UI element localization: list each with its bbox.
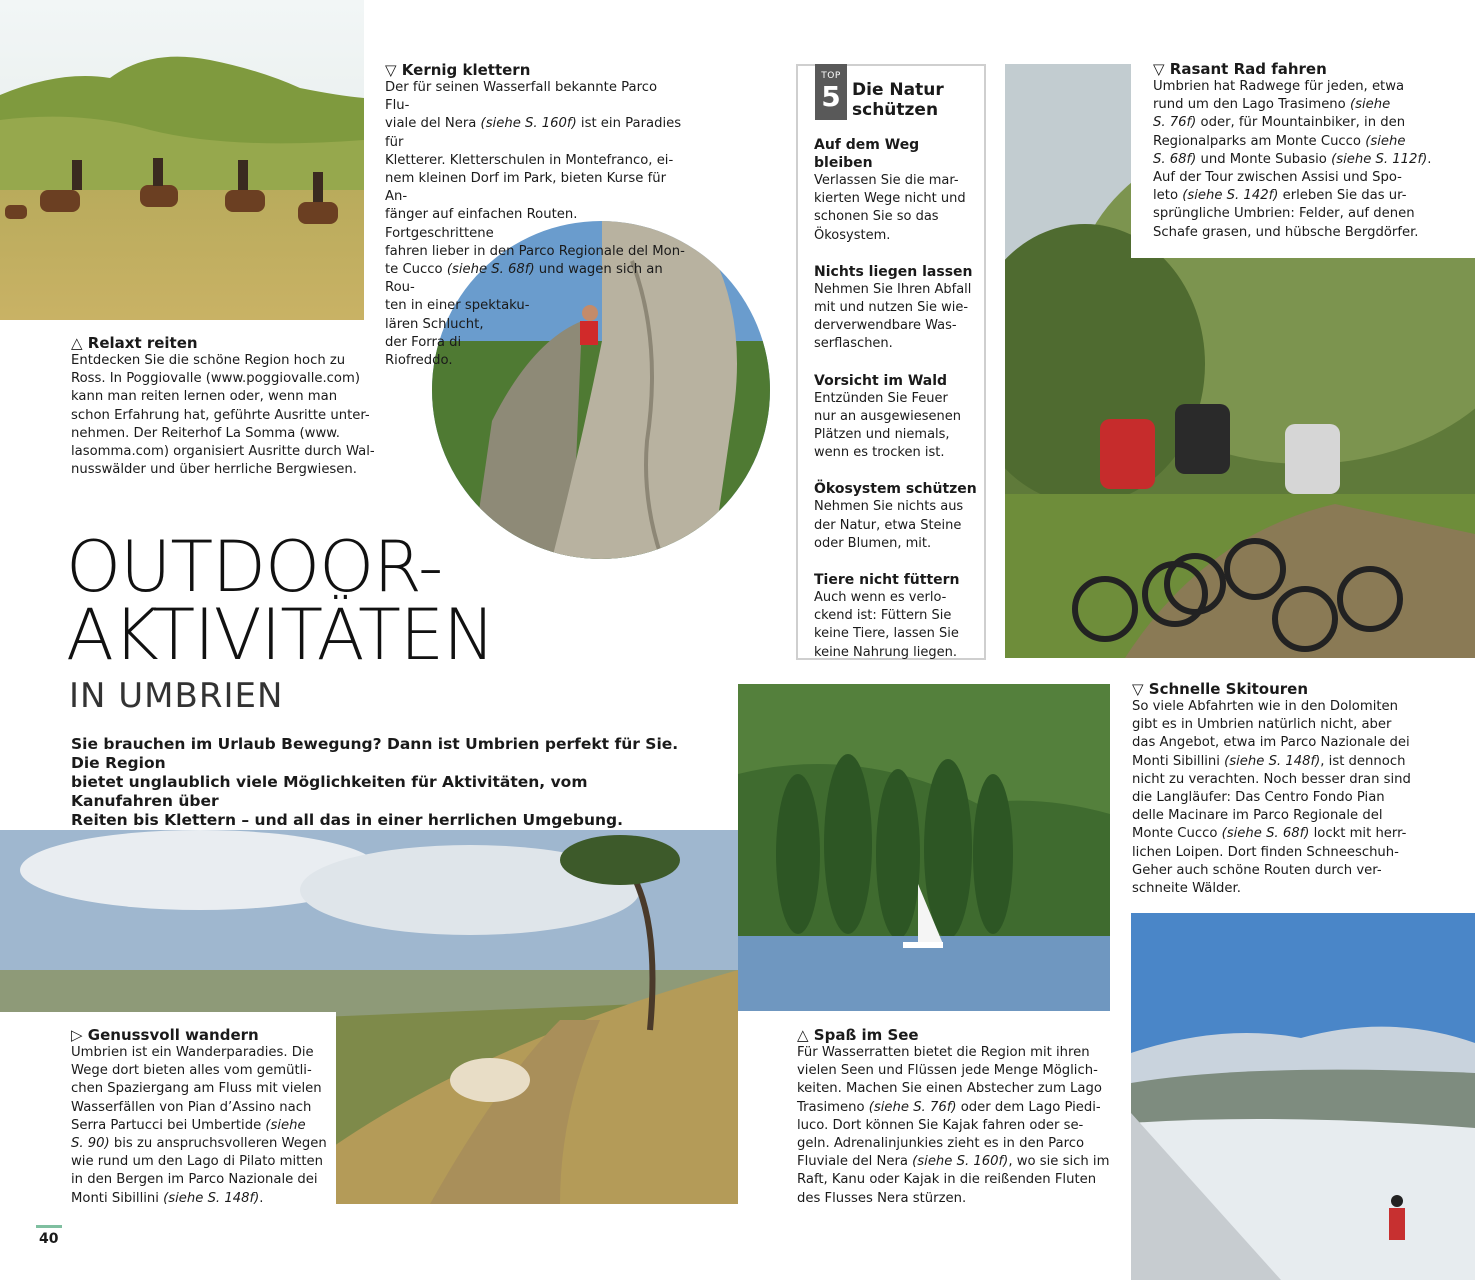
klettern-body: Der für seinen Wasserfall bekannte Parco Flu- viale del Nera (siehe S. 160f) ist ein Paradies für Kletterer. Kletterschulen in Montefranco, ei- nem kleinen Dorf im Park, bieten Kurse für An- fänger auf einfachen Routen. Fortgeschrittene fahren lieber in den Parco Regionale del Mon- te Cucco (siehe S. 68f) und wagen sich an Rou- ten in einer spektaku- lären Schlucht, der Forra di Riofreddo. xyxy=(385,80,685,369)
top5-item-heading: Vorsicht im Wald xyxy=(814,372,948,389)
rad-heading-text: Rasant Rad fahren xyxy=(1169,60,1327,78)
reiten-body: Entdecken Sie die schöne Region hoch zu Ross. In Poggiovalle (www.poggiovalle.com) kann man reiten lernen oder, wenn man schon Erfahrung hat, geführte Ausritte unter- nehmen. Der Reiterhof La Somma (www. lasomma.com) organisiert Ausritte durch Wal- nusswälder und über herrliche Bergwiesen. xyxy=(71,353,375,478)
see-heading xyxy=(797,1026,1117,1044)
up-triangle-icon: △ xyxy=(797,1026,809,1044)
rad-body: Umbrien hat Radwege für jeden, etwa rund um den Lago Trasimeno (siehe S. 76f) oder, für Mountainbiker, in den Regionalparks am Monte Cucco (siehe S. 68f) und Monte Subasio (siehe S. 112f). Auf der Tour zwischen Assisi und Spo- leto (siehe S. 142f) erleben Sie das ur- sprüngliche Umbrien: Felder, auf denen Schafe grasen, und hübsche Bergdörfer. xyxy=(1153,79,1432,240)
page-title: OUTDOOR- AKTIVITÄTEN xyxy=(66,526,495,676)
reiten-heading xyxy=(71,334,391,352)
top5-item-body: Nehmen Sie nichts aus der Natur, etwa Steine oder Blumen, mit. xyxy=(814,499,964,551)
down-triangle-icon: ▽ xyxy=(1153,60,1165,78)
top5-item xyxy=(814,571,978,662)
klettern-heading-text: Kernig klettern xyxy=(401,61,531,79)
top5-item xyxy=(814,372,978,463)
top5-badge xyxy=(815,64,847,120)
down-triangle-icon: ▽ xyxy=(1132,680,1144,698)
top5-item xyxy=(814,480,978,553)
top5-badge-label: TOP xyxy=(821,71,841,81)
wandern-heading xyxy=(71,1026,336,1044)
wandern-heading-text: Genussvoll wandern xyxy=(87,1026,259,1044)
top5-item-body: Auch wenn es verlo- ckend ist: Füttern Sie keine Tiere, lassen Sie keine Nahrung liegen. xyxy=(814,590,959,660)
top5-item-heading: Ökosystem schützen xyxy=(814,481,977,498)
top5-item xyxy=(814,136,978,245)
ski-body: So viele Abfahrten wie in den Dolomiten gibt es in Umbrien natürlich nicht, aber das Angebot, etwa im Parco Nazionale dei Monti Sibillini (siehe S. 148f), ist dennoch nicht zu verachten. Noch besser dran sind die Langläufer: Das Centro Fondo Pian delle Macinare im Parco Regionale del Monte Cucco (siehe S. 68f) lockt mit herr- lichen Loipen. Dort finden Schneeschuh- Geher auch schöne Routen durch ver- schneite Wälder. xyxy=(1132,699,1411,897)
top5-box xyxy=(796,64,986,660)
top5-item xyxy=(814,263,978,354)
page-number-accent xyxy=(36,1225,62,1228)
see-body: Für Wasserratten bietet die Region mit ihren vielen Seen und Flüssen jede Menge Möglich- keiten. Machen Sie einen Abstecher zum Lago Trasimeno (siehe S. 76f) oder dem Lago Piedi- luco. Dort können Sie Kajak fahren oder se- geln. Adrenalinjunkies zieht es in den Parco Fluviale del Nera (siehe S. 160f), wo sie sich im Raft, Kanu oder Kajak in die reißenden Fluten des Flusses Nera stürzen. xyxy=(797,1045,1110,1206)
intro-text: Sie brauchen im Urlaub Bewegung? Dann ist Umbrien perfekt für Sie. Die Region bietet unglaublich viele Möglichkeiten für Aktivitäten, vom Kanufahren über Reiten bis Klettern – und all das in einer herrlichen Umgebung. xyxy=(71,735,679,829)
reiten-heading-text: Relaxt reiten xyxy=(87,334,198,352)
lake-sailing-photo xyxy=(738,684,1110,1011)
top5-item-heading: Auf dem Weg bleiben xyxy=(814,137,920,171)
top5-item-body: Entzünden Sie Feuer nur an ausgewiesenen Plätzen und niemals, wenn es trocken ist. xyxy=(814,390,962,461)
klettern-heading xyxy=(385,61,685,79)
top5-item-heading: Tiere nicht füttern xyxy=(814,572,960,589)
up-triangle-icon: △ xyxy=(71,334,83,352)
section-wandern xyxy=(0,1012,336,1212)
top5-badge-number: 5 xyxy=(821,80,841,113)
top5-item-body: Nehmen Sie Ihren Abfall mit und nutzen Sie wie- derverwendbare Was- serflaschen. xyxy=(814,281,972,352)
ski-tour-photo xyxy=(1131,913,1475,1280)
section-ski xyxy=(1132,680,1462,898)
top5-list xyxy=(814,136,978,680)
horse-riding-photo xyxy=(0,0,364,320)
page-subtitle: IN UMBRIEN xyxy=(69,676,284,716)
ski-heading xyxy=(1132,680,1462,698)
section-reiten xyxy=(71,334,391,479)
section-klettern xyxy=(385,61,685,370)
section-rad xyxy=(1131,56,1475,258)
right-triangle-icon: ▷ xyxy=(71,1026,83,1044)
wandern-body: Umbrien ist ein Wanderparadies. Die Wege dort bieten alles vom gemütli- chen Spaziergang am Fluss mit vielen Wasserfällen von Pian d’Assino nach Serra Partucci bei Umbertide (siehe S. 90) bis zu anspruchsvolleren Wegen wie rund um den Lago di Pilato mitten in den Bergen im Parco Nazionale dei Monti Sibillini (siehe S. 148f). xyxy=(71,1045,327,1206)
page-number: 40 xyxy=(39,1231,59,1247)
rad-heading xyxy=(1153,60,1475,78)
ski-heading-text: Schnelle Skitouren xyxy=(1148,680,1309,698)
top5-item-heading: Nichts liegen lassen xyxy=(814,263,973,280)
top5-item-body: Verlassen Sie die mar- kierten Wege nicht und schonen Sie so das Ökosystem. xyxy=(814,173,966,243)
top5-title: Die Natur schützen xyxy=(852,80,944,120)
section-see xyxy=(797,1026,1117,1208)
see-heading-text: Spaß im See xyxy=(813,1026,919,1044)
down-triangle-icon: ▽ xyxy=(385,61,397,79)
